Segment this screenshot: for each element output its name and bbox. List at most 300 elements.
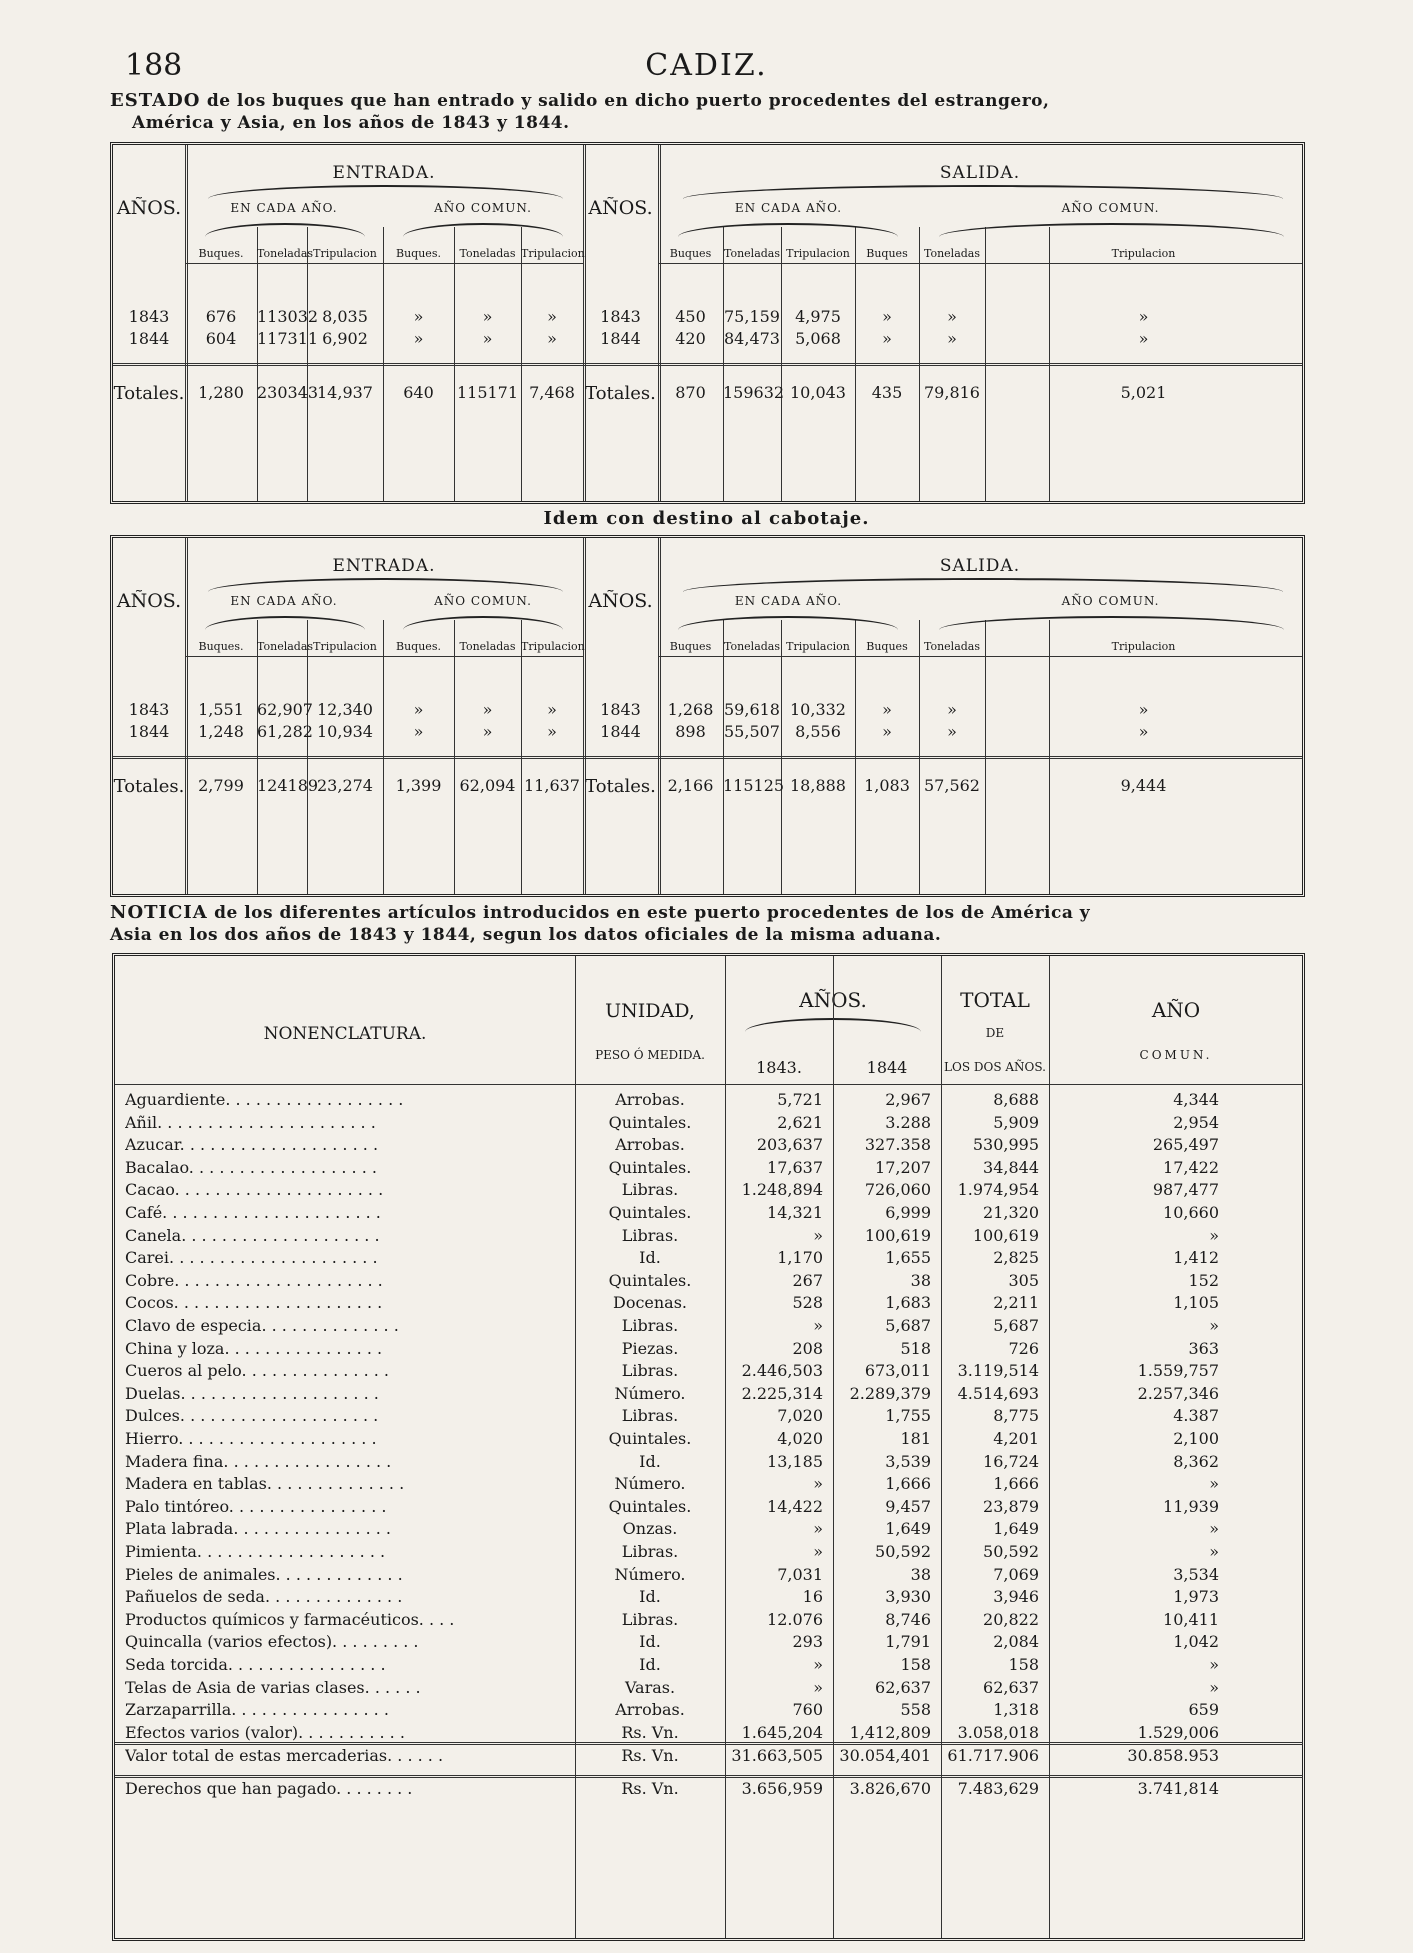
data-cell: 604 xyxy=(205,329,237,348)
year-cell: 1844 xyxy=(600,329,641,348)
goods-1843: » xyxy=(813,1519,823,1538)
total-cell: 9,444 xyxy=(1120,776,1167,795)
column-header: Toneladas xyxy=(923,640,981,653)
total-cell: 2,166 xyxy=(667,776,714,795)
goods-total: 2,825 xyxy=(993,1248,1039,1267)
anos-label: AÑOS. xyxy=(116,197,182,219)
goods-1843: 5,721 xyxy=(777,1090,823,1109)
data-cell: 8,556 xyxy=(795,722,841,741)
header-1843: 1843. xyxy=(756,1058,802,1077)
goods-name: Telas de Asia de varias clases. . . . . . xyxy=(125,1678,421,1697)
goods-1844: 158 xyxy=(900,1655,931,1674)
goods-comun: 1,973 xyxy=(1173,1587,1219,1606)
goods-total: 1,666 xyxy=(993,1474,1039,1493)
goods-1844: 726,060 xyxy=(864,1180,931,1199)
goods-unit: Id. xyxy=(639,1655,661,1674)
data-cell: 1,248 xyxy=(198,722,244,741)
estado-heading xyxy=(110,90,1310,134)
column-header: Toneladas xyxy=(923,247,981,260)
header-unidad: UNIDAD, xyxy=(605,1000,695,1022)
goods-unit: Arrobas. xyxy=(615,1090,685,1109)
goods-total: 3.058,018 xyxy=(957,1723,1039,1742)
goods-name: Plata labrada. . . . . . . . . . . . . . . . xyxy=(125,1519,392,1538)
goods-comun: 363 xyxy=(1188,1339,1219,1358)
goods-name: China y loza. . . . . . . . . . . . . . . . xyxy=(125,1339,383,1358)
goods-1844: 1,412,809 xyxy=(849,1723,931,1742)
goods-1844: 1,755 xyxy=(885,1406,931,1425)
data-cell: 5,068 xyxy=(795,329,841,348)
entrada-label: ENTRADA. xyxy=(332,556,436,576)
anos-label: AÑOS. xyxy=(116,590,182,612)
brace-ano-comun xyxy=(403,616,563,630)
goods-1843: 267 xyxy=(792,1271,823,1290)
ano-comun-label: AÑO COMUN. xyxy=(1061,594,1160,608)
goods-1843: 208 xyxy=(792,1339,823,1358)
goods-comun: » xyxy=(1209,1678,1219,1697)
total-cell: 640 xyxy=(403,383,434,402)
goods-total: 7,069 xyxy=(993,1565,1039,1584)
total-cell: 62,094 xyxy=(459,776,516,795)
total-cell: 79,816 xyxy=(924,383,980,402)
data-cell: 113032 xyxy=(257,307,319,326)
total-cell: 124189 xyxy=(257,776,319,795)
goods-1843: » xyxy=(813,1655,823,1674)
data-cell: » xyxy=(882,700,892,719)
data-cell: 84,473 xyxy=(724,329,780,348)
goods-unit: Id. xyxy=(639,1248,661,1267)
year-cell: 1843 xyxy=(600,307,641,326)
en-cada-ano-label: EN CADA AÑO. xyxy=(230,201,338,215)
goods-unit: Libras. xyxy=(621,1316,679,1335)
goods-1843: 760 xyxy=(792,1700,823,1719)
valor-total-label: Valor total de estas mercaderias. . . . . . xyxy=(125,1746,444,1765)
goods-name: Pieles de animales. . . . . . . . . . . . . xyxy=(125,1565,403,1584)
total-cell: 1,280 xyxy=(198,383,244,402)
column-header: Tripulacion xyxy=(521,247,585,260)
data-cell: 117311 xyxy=(257,329,319,348)
goods-unit: Quintales. xyxy=(608,1497,692,1516)
goods-comun: 17,422 xyxy=(1163,1158,1219,1177)
column-header: Tripulacion xyxy=(1111,247,1176,260)
data-cell: » xyxy=(482,307,493,326)
header-anos: AÑOS. xyxy=(799,988,867,1012)
goods-1843: » xyxy=(813,1226,823,1245)
goods-comun: » xyxy=(1209,1226,1219,1245)
goods-comun: 1.559,757 xyxy=(1137,1361,1219,1380)
header-ano: AÑO xyxy=(1151,998,1201,1022)
header-rule xyxy=(658,656,1302,657)
data-cell: 55,507 xyxy=(724,722,780,741)
data-cell: » xyxy=(413,329,424,348)
running-head: CADIZ. xyxy=(645,48,768,83)
data-cell: » xyxy=(1138,307,1149,326)
header-1844: 1844 xyxy=(866,1058,908,1077)
goods-1844: 38 xyxy=(910,1565,931,1584)
goods-comun: 1.529,006 xyxy=(1137,1723,1219,1742)
goods-1844: 558 xyxy=(900,1700,931,1719)
derechos-1844: 3.826,670 xyxy=(849,1779,931,1798)
vessel-table-cabotaje xyxy=(110,535,1305,897)
goods-total: 3,946 xyxy=(993,1587,1039,1606)
header-rule xyxy=(185,263,583,264)
goods-1844: 518 xyxy=(900,1339,931,1358)
goods-1844: 3,930 xyxy=(885,1587,931,1606)
goods-unit: Número. xyxy=(614,1565,686,1584)
anos-label-salida: AÑOS. xyxy=(588,197,653,219)
data-cell: 1,268 xyxy=(667,700,714,719)
total-cell: 870 xyxy=(675,383,706,402)
data-cell: 10,332 xyxy=(790,700,846,719)
goods-unit: Libras. xyxy=(621,1361,679,1380)
goods-comun: 10,660 xyxy=(1163,1203,1219,1222)
goods-1844: 1,666 xyxy=(885,1474,931,1493)
total-cell: 2,799 xyxy=(198,776,244,795)
goods-1843: 7,020 xyxy=(777,1406,823,1425)
goods-name: Canela. . . . . . . . . . . . . . . . . . . . xyxy=(125,1226,380,1245)
goods-total: 305 xyxy=(1008,1271,1039,1290)
goods-comun: » xyxy=(1209,1519,1219,1538)
brace-salida xyxy=(683,185,1283,199)
goods-total: 21,320 xyxy=(983,1203,1039,1222)
goods-name: Carei. . . . . . . . . . . . . . . . . . . . . xyxy=(125,1248,378,1267)
brace-salida xyxy=(683,578,1283,592)
goods-1843: 14,422 xyxy=(767,1497,823,1516)
goods-name: Madera fina. . . . . . . . . . . . . . . . . xyxy=(125,1452,392,1471)
data-cell: 676 xyxy=(205,307,237,326)
goods-name: Palo tintóreo. . . . . . . . . . . . . . . . xyxy=(125,1497,387,1516)
goods-unit: Libras. xyxy=(621,1180,679,1199)
goods-1843: 7,031 xyxy=(777,1565,823,1584)
header-nomenclatura: NONENCLATURA. xyxy=(263,1024,427,1044)
goods-1843: 293 xyxy=(792,1632,823,1651)
total-cell: 230343 xyxy=(257,383,319,402)
column-header: Tripulacion xyxy=(1111,640,1176,653)
goods-name: Cocos. . . . . . . . . . . . . . . . . . . . . xyxy=(125,1293,383,1312)
noticia-heading-line1: de los diferentes artículos introducidos en este puerto procedentes de los de América y xyxy=(214,903,1091,923)
derechos-total: 7.483,629 xyxy=(957,1779,1039,1798)
goods-total: 3.119,514 xyxy=(957,1361,1039,1380)
total-cell: 435 xyxy=(871,383,903,402)
goods-name: Madera en tablas. . . . . . . . . . . . . . xyxy=(125,1474,405,1493)
goods-1843: » xyxy=(813,1316,823,1335)
data-cell: » xyxy=(413,307,424,326)
total-cell: 115125 xyxy=(723,776,785,795)
data-cell: » xyxy=(947,329,957,348)
goods-name: Cacao. . . . . . . . . . . . . . . . . . . . . xyxy=(125,1180,384,1199)
goods-unit: Onzas. xyxy=(622,1519,678,1538)
salida-label: SALIDA. xyxy=(939,556,1021,576)
data-cell: » xyxy=(482,722,493,741)
goods-1843: » xyxy=(813,1678,823,1697)
goods-comun: 265,497 xyxy=(1152,1135,1219,1154)
goods-1843: 14,321 xyxy=(767,1203,823,1222)
goods-comun: 4,344 xyxy=(1173,1090,1219,1109)
goods-comun: 152 xyxy=(1188,1271,1219,1290)
goods-1844: 1,791 xyxy=(885,1632,931,1651)
goods-name: Dulces. . . . . . . . . . . . . . . . . . . . xyxy=(125,1406,379,1425)
goods-unit: Quintales. xyxy=(608,1113,692,1132)
column-header: Tripulacion xyxy=(313,247,377,260)
noticia-heading-lead: NOTICIA xyxy=(110,902,208,923)
header-peso: PESO Ó MEDIDA. xyxy=(595,1048,705,1062)
goods-1843: 2.225,314 xyxy=(741,1384,823,1403)
data-cell: » xyxy=(1138,722,1149,741)
column-header: Buques. xyxy=(396,640,441,653)
goods-name: Cobre. . . . . . . . . . . . . . . . . . . . . xyxy=(125,1271,383,1290)
data-cell: 12,340 xyxy=(317,700,373,719)
data-cell: » xyxy=(547,307,557,326)
goods-1844: 100,619 xyxy=(864,1226,931,1245)
goods-name: Hierro. . . . . . . . . . . . . . . . . . . . xyxy=(125,1429,377,1448)
goods-comun: 1,412 xyxy=(1173,1248,1219,1267)
goods-total: 16,724 xyxy=(983,1452,1039,1471)
header-total: TOTAL xyxy=(960,988,1030,1012)
column-header: Buques xyxy=(669,247,712,260)
goods-comun: 659 xyxy=(1188,1700,1219,1719)
data-cell: 6,902 xyxy=(322,329,368,348)
goods-name: Añil. . . . . . . . . . . . . . . . . . . . . . xyxy=(125,1113,376,1132)
idem-heading: Idem con destino al cabotaje. xyxy=(543,508,870,529)
goods-total: 5,909 xyxy=(993,1113,1039,1132)
goods-1844: 181 xyxy=(900,1429,931,1448)
column-header: Tripulacion xyxy=(786,640,850,653)
goods-1843: 203,637 xyxy=(756,1135,823,1154)
totals-label: Totales. xyxy=(585,776,656,797)
summary-rule xyxy=(115,1775,1303,1778)
en-cada-ano-label: EN CADA AÑO. xyxy=(734,594,843,608)
brace-ano-comun xyxy=(403,223,563,237)
goods-name: Productos químicos y farmacéuticos. . . . xyxy=(125,1610,455,1629)
goods-comun: 3,534 xyxy=(1173,1565,1219,1584)
en-cada-ano-label: EN CADA AÑO. xyxy=(230,594,338,608)
header-rule xyxy=(658,263,1302,264)
vessel-table-foreign xyxy=(110,142,1305,504)
total-cell: 159632 xyxy=(723,383,785,402)
goods-1844: 1,683 xyxy=(885,1293,931,1312)
total-cell: 5,021 xyxy=(1120,383,1167,402)
total-cell: 18,888 xyxy=(790,776,846,795)
data-cell: » xyxy=(547,329,557,348)
goods-1843: 528 xyxy=(792,1293,823,1312)
goods-1844: 17,207 xyxy=(875,1158,931,1177)
goods-name: Cueros al pelo. . . . . . . . . . . . . . . xyxy=(125,1361,390,1380)
column-header: Tripulacion xyxy=(521,640,585,653)
total-cell: 115171 xyxy=(456,383,519,402)
total-cell: 10,043 xyxy=(790,383,846,402)
column-header: Toneladas xyxy=(257,247,314,260)
goods-total: 34,844 xyxy=(983,1158,1039,1177)
goods-comun: » xyxy=(1209,1474,1219,1493)
goods-total: 8,688 xyxy=(993,1090,1039,1109)
goods-name: Duelas. . . . . . . . . . . . . . . . . . . . xyxy=(125,1384,379,1403)
goods-unit: Libras. xyxy=(621,1610,679,1629)
goods-total: 2,211 xyxy=(993,1293,1039,1312)
totals-rule xyxy=(113,756,1302,759)
goods-1844: 6,999 xyxy=(885,1203,931,1222)
goods-total: 50,592 xyxy=(983,1542,1039,1561)
goods-1844: 2.289,379 xyxy=(849,1384,931,1403)
header-de: DE xyxy=(985,1026,1005,1040)
goods-1844: 50,592 xyxy=(875,1542,931,1561)
goods-unit: Id. xyxy=(639,1632,661,1651)
year-cell: 1844 xyxy=(600,722,641,741)
column-header: Toneladas xyxy=(723,247,781,260)
ano-comun-label: AÑO COMUN. xyxy=(1061,201,1160,215)
goods-1843: 1,170 xyxy=(777,1248,823,1267)
goods-name: Quincalla (varios efectos). . . . . . . . . xyxy=(125,1632,419,1651)
goods-comun: 1,105 xyxy=(1173,1293,1219,1312)
goods-1844: 3.288 xyxy=(885,1113,931,1132)
goods-total: 5,687 xyxy=(993,1316,1039,1335)
goods-table xyxy=(112,953,1305,1941)
goods-1843: 17,637 xyxy=(767,1158,823,1177)
brace-ano-comun xyxy=(939,616,1284,630)
goods-unit: Arrobas. xyxy=(615,1135,685,1154)
summary-rule xyxy=(115,1742,1303,1745)
goods-name: Clavo de especia. . . . . . . . . . . . . . xyxy=(125,1316,399,1335)
data-cell: » xyxy=(413,700,424,719)
valor-total-unit: Rs. Vn. xyxy=(621,1746,679,1765)
data-cell: » xyxy=(947,700,957,719)
goods-unit: Libras. xyxy=(621,1406,679,1425)
total-cell: 57,562 xyxy=(924,776,980,795)
column-header: Tripulacion xyxy=(313,640,377,653)
brace-en-cada-ano xyxy=(205,616,365,630)
goods-total: 4,201 xyxy=(993,1429,1039,1448)
goods-total: 8,775 xyxy=(993,1406,1039,1425)
en-cada-ano-label: EN CADA AÑO. xyxy=(734,201,843,215)
goods-unit: Libras. xyxy=(621,1226,679,1245)
data-cell: 420 xyxy=(675,329,706,348)
data-cell: 898 xyxy=(675,722,706,741)
goods-1843: 12.076 xyxy=(767,1610,823,1629)
data-cell: 1,551 xyxy=(198,700,244,719)
goods-1844: 1,649 xyxy=(885,1519,931,1538)
goods-1843: 2.446,503 xyxy=(741,1361,823,1380)
data-cell: 10,934 xyxy=(317,722,373,741)
data-cell: » xyxy=(482,329,493,348)
goods-unit: Quintales. xyxy=(608,1271,692,1290)
data-cell: » xyxy=(947,307,957,326)
goods-comun: 11,939 xyxy=(1163,1497,1219,1516)
goods-comun: 2.257,346 xyxy=(1137,1384,1219,1403)
goods-comun: 2,100 xyxy=(1173,1429,1219,1448)
ano-comun-label: AÑO COMUN. xyxy=(434,201,532,215)
derechos-unit: Rs. Vn. xyxy=(621,1779,679,1798)
goods-comun: » xyxy=(1209,1316,1219,1335)
goods-comun: 987,477 xyxy=(1152,1180,1219,1199)
column-header: Buques. xyxy=(198,247,244,260)
header-comun: COMUN. xyxy=(1139,1048,1213,1062)
goods-1843: » xyxy=(813,1542,823,1561)
valor-total-1844: 30.054,401 xyxy=(839,1746,931,1765)
goods-total: 158 xyxy=(1008,1655,1039,1674)
data-cell: 62,907 xyxy=(257,700,313,719)
column-header: Tripulacion xyxy=(786,247,850,260)
brace-entrada xyxy=(208,578,563,592)
goods-unit: Piezas. xyxy=(621,1339,679,1358)
valor-total-total: 61.717.906 xyxy=(947,1746,1039,1765)
goods-1844: 9,457 xyxy=(885,1497,931,1516)
derechos-label: Derechos que han pagado. . . . . . . . xyxy=(125,1779,413,1798)
goods-name: Pimienta. . . . . . . . . . . . . . . . . . . xyxy=(125,1542,386,1561)
anos-label-salida: AÑOS. xyxy=(588,590,653,612)
goods-name: Bacalao. . . . . . . . . . . . . . . . . . . xyxy=(125,1158,377,1177)
data-cell: » xyxy=(882,307,892,326)
noticia-heading-line2: Asia en los dos años de 1843 y 1844, segun los datos oficiales de la misma aduana. xyxy=(110,925,942,945)
header-rule xyxy=(115,1084,1303,1085)
goods-unit: Quintales. xyxy=(608,1158,692,1177)
total-cell: 1,083 xyxy=(864,776,910,795)
totals-rule xyxy=(113,363,1302,366)
entrada-label: ENTRADA. xyxy=(332,163,436,183)
year-cell: 1844 xyxy=(128,329,170,348)
column-header: Buques xyxy=(866,640,908,653)
goods-unit: Rs. Vn. xyxy=(621,1723,679,1742)
data-cell: 59,618 xyxy=(724,700,780,719)
data-cell: » xyxy=(1138,700,1149,719)
year-cell: 1843 xyxy=(128,700,170,719)
goods-unit: Docenas. xyxy=(612,1293,688,1312)
goods-name: Efectos varios (valor). . . . . . . . . . . xyxy=(125,1723,405,1742)
goods-unit: Varas. xyxy=(624,1678,676,1697)
goods-total: 1.974,954 xyxy=(957,1180,1039,1199)
goods-1843: » xyxy=(813,1474,823,1493)
column-header: Toneladas xyxy=(459,640,516,653)
data-cell: 75,159 xyxy=(724,307,780,326)
column-header: Toneladas xyxy=(257,640,314,653)
goods-unit: Libras. xyxy=(621,1542,679,1561)
year-cell: 1843 xyxy=(600,700,641,719)
goods-name: Zarzaparrilla. . . . . . . . . . . . . . . . xyxy=(125,1700,389,1719)
goods-1843: 4,020 xyxy=(777,1429,823,1448)
data-cell: 61,282 xyxy=(257,722,313,741)
goods-1844: 1,655 xyxy=(885,1248,931,1267)
ano-comun-label: AÑO COMUN. xyxy=(434,594,532,608)
brace-en-cada-ano xyxy=(205,223,365,237)
goods-1843: 16 xyxy=(802,1587,823,1606)
goods-1844: 62,637 xyxy=(875,1678,931,1697)
goods-1844: 5,687 xyxy=(885,1316,931,1335)
goods-total: 23,879 xyxy=(983,1497,1039,1516)
goods-total: 1,649 xyxy=(993,1519,1039,1538)
total-cell: 23,274 xyxy=(317,776,373,795)
data-cell: » xyxy=(547,722,557,741)
data-cell: 450 xyxy=(675,307,706,326)
goods-1844: 8,746 xyxy=(885,1610,931,1629)
goods-comun: 4.387 xyxy=(1173,1406,1219,1425)
column-header: Toneladas xyxy=(459,247,516,260)
estado-heading-lead: ESTADO xyxy=(110,90,201,111)
estado-heading-line2: América y Asia, en los años de 1843 y 1844. xyxy=(132,113,570,133)
data-cell: 8,035 xyxy=(322,307,368,326)
brace-en-cada-ano xyxy=(678,223,898,237)
goods-name: Pañuelos de seda. . . . . . . . . . . . . . xyxy=(125,1587,403,1606)
goods-unit: Número. xyxy=(614,1474,686,1493)
goods-unit: Id. xyxy=(639,1587,661,1606)
goods-unit: Quintales. xyxy=(608,1429,692,1448)
brace-ano-comun xyxy=(939,223,1284,237)
goods-total: 20,822 xyxy=(983,1610,1039,1629)
goods-total: 62,637 xyxy=(983,1678,1039,1697)
data-cell: » xyxy=(882,329,892,348)
goods-unit: Arrobas. xyxy=(615,1700,685,1719)
goods-total: 726 xyxy=(1008,1339,1039,1358)
goods-1843: 1.248,894 xyxy=(741,1180,823,1199)
data-cell: 4,975 xyxy=(795,307,841,326)
goods-1844: 673,011 xyxy=(864,1361,931,1380)
goods-comun: » xyxy=(1209,1655,1219,1674)
